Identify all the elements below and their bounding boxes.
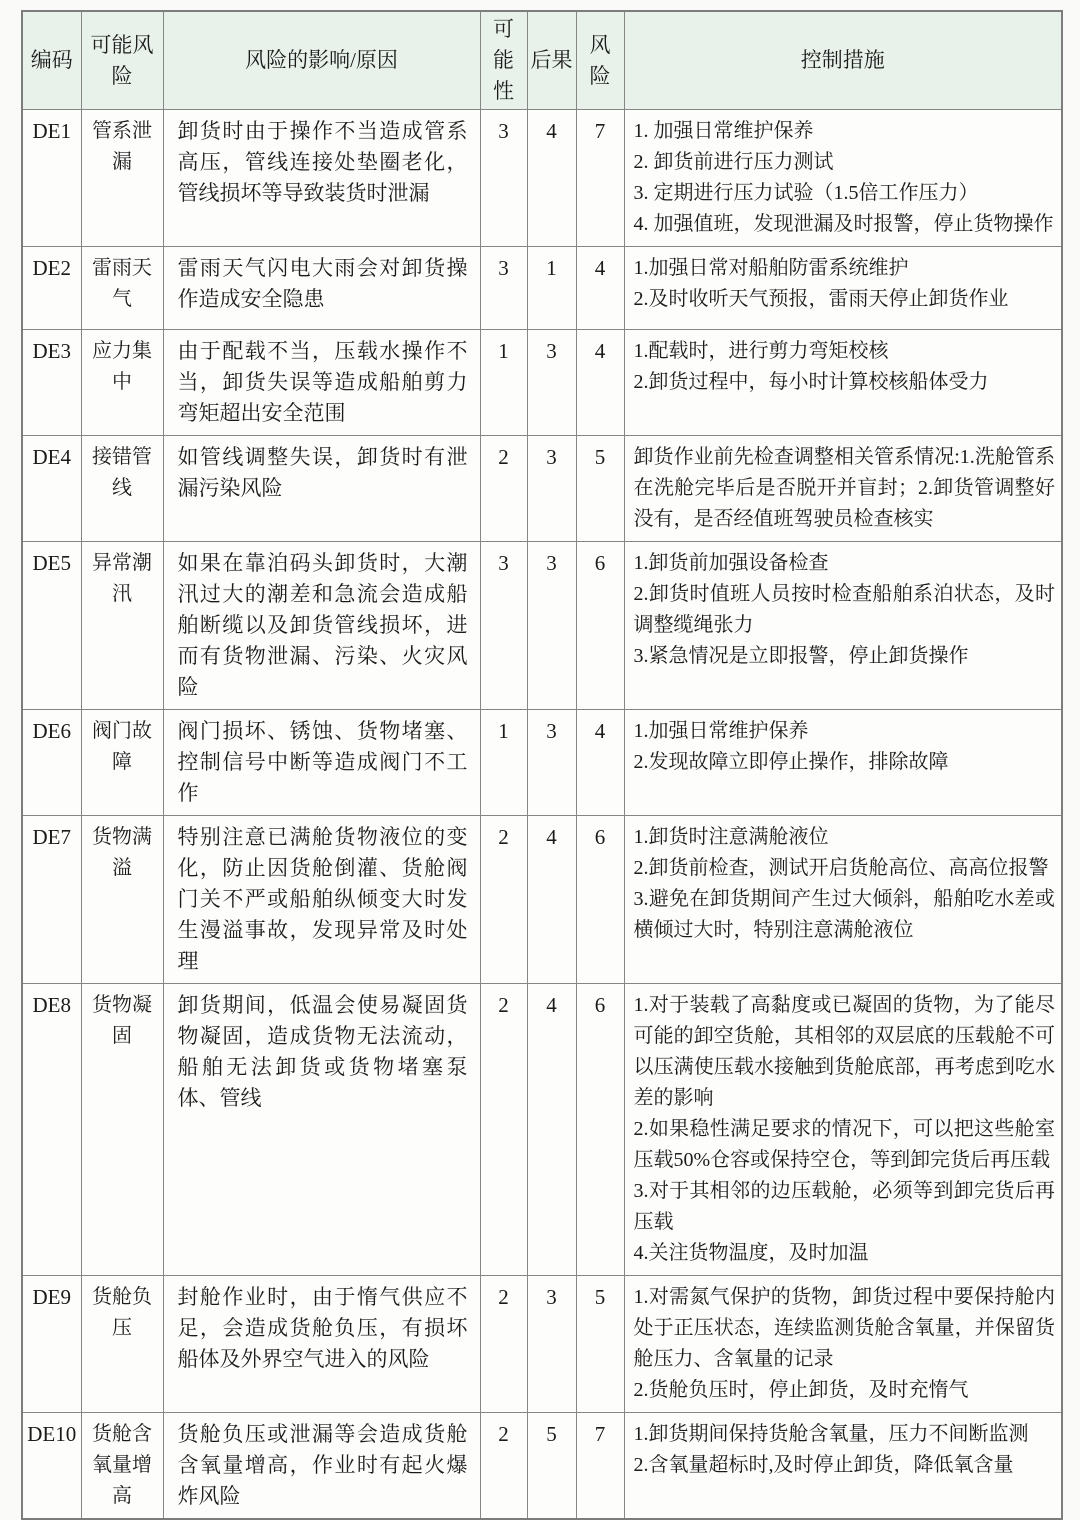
header-consequence: 后果 xyxy=(527,11,576,110)
table-row xyxy=(22,710,1062,816)
measure-item: 1.对于装载了高黏度或已凝固的货物，为了能尽可能的卸空货舱，其相邻的双层底的压载舱不可以压满使压载水接触到货舱底部，再考虑到吃水差的影响 xyxy=(633,994,1055,1109)
risk-name-cell: 雷雨天气 xyxy=(81,247,163,330)
impact-cell: 由于配载不当，压载水操作不当，卸货失误等造成船舶剪力弯矩超出安全范围 xyxy=(163,330,480,436)
risk-name-cell: 接错管线 xyxy=(81,436,163,542)
measures-cell xyxy=(624,984,1062,1276)
consequence-cell: 4 xyxy=(527,816,576,984)
risk-table xyxy=(21,10,1063,1520)
impact-cell: 特别注意已满舱货物液位的变化，防止因货舱倒灌、货舱阀门关不严或船舶纵倾变大时发生漫溢事故，发现异常及时处理 xyxy=(163,816,480,984)
header-possibility: 可能性 xyxy=(480,11,527,110)
measure-item: 2. 卸货前进行压力测试 xyxy=(633,151,834,173)
code-cell: DE2 xyxy=(22,247,81,330)
measures-cell xyxy=(624,110,1062,247)
measure-item: 4.关注货物温度，及时加温 xyxy=(633,1242,869,1264)
impact-cell: 卸货时由于操作不当造成管系高压，管线连接处垫圈老化，管线损坏等导致装货时泄漏 xyxy=(163,110,480,247)
measure-item: 4. 加强值班，发现泄漏及时报警，停止货物操作 xyxy=(633,213,1054,235)
measure-item: 2.及时收听天气预报，雷雨天停止卸货作业 xyxy=(633,288,1009,310)
consequence-cell: 3 xyxy=(527,1276,576,1413)
measure-item: 1.卸货期间保持货舱含氧量，压力不间断监测 xyxy=(633,1423,1029,1445)
risk-table-header xyxy=(22,11,1062,110)
code-cell: DE1 xyxy=(22,110,81,247)
measure-item: 1.配载时，进行剪力弯矩校核 xyxy=(633,340,889,362)
risk-level-cell: 6 xyxy=(576,816,624,984)
possibility-cell: 2 xyxy=(480,1276,527,1413)
measure-item: 2.含氧量超标时,及时停止卸货，降低氧含量 xyxy=(633,1454,1014,1476)
measures-cell xyxy=(624,1413,1062,1520)
possibility-cell: 2 xyxy=(480,1413,527,1520)
code-cell: DE7 xyxy=(22,816,81,984)
code-cell: DE3 xyxy=(22,330,81,436)
header-impact-cause: 风险的影响/原因 xyxy=(163,11,480,110)
consequence-cell: 3 xyxy=(527,330,576,436)
possibility-cell: 2 xyxy=(480,436,527,542)
risk-level-cell: 4 xyxy=(576,330,624,436)
risk-level-cell: 4 xyxy=(576,710,624,816)
risk-name-cell: 货物满溢 xyxy=(81,816,163,984)
possibility-cell: 1 xyxy=(480,710,527,816)
risk-name-cell: 应力集中 xyxy=(81,330,163,436)
measure-item: 3. 定期进行压力试验（1.5倍工作压力） xyxy=(633,182,979,204)
risk-level-cell: 7 xyxy=(576,110,624,247)
possibility-cell: 2 xyxy=(480,816,527,984)
possibility-cell: 3 xyxy=(480,247,527,330)
measure-item: 2.卸货前检查，测试开启货舱高位、高高位报警 xyxy=(633,857,1049,879)
risk-name-cell: 货舱负压 xyxy=(81,1276,163,1413)
table-row xyxy=(22,1276,1062,1413)
table-row xyxy=(22,816,1062,984)
measure-item: 3.紧急情况是立即报警，停止卸货操作 xyxy=(633,645,969,667)
code-cell: DE10 xyxy=(22,1413,81,1520)
consequence-cell: 4 xyxy=(527,110,576,247)
impact-cell: 如管线调整失误，卸货时有泄漏污染风险 xyxy=(163,436,480,542)
risk-name-cell: 异常潮汛 xyxy=(81,542,163,710)
table-row xyxy=(22,110,1062,247)
code-cell: DE9 xyxy=(22,1276,81,1413)
measure-item: 1.对需氮气保护的货物，卸货过程中要保持舱内处于正压状态，连续监测货舱含氧量，并保留货舱压力、含氧量的记录 xyxy=(633,1286,1055,1370)
possibility-cell: 3 xyxy=(480,542,527,710)
consequence-cell: 3 xyxy=(527,710,576,816)
risk-name-cell: 货物凝固 xyxy=(81,984,163,1276)
measures-cell xyxy=(624,436,1062,542)
table-row xyxy=(22,542,1062,710)
consequence-cell: 3 xyxy=(527,542,576,710)
table-row xyxy=(22,330,1062,436)
measure-item: 2.卸货过程中，每小时计算校核船体受力 xyxy=(633,371,989,393)
header-control-measures: 控制措施 xyxy=(624,11,1062,110)
risk-level-cell: 4 xyxy=(576,247,624,330)
risk-name-cell: 货舱含氧量增高 xyxy=(81,1413,163,1520)
table-row xyxy=(22,984,1062,1276)
measure-item: 卸货作业前先检查调整相关管系情况:1.洗舱管系在洗舱完毕后是否脱开并盲封；2.卸货管调整好没有，是否经值班驾驶员检查核实 xyxy=(633,446,1055,530)
impact-cell: 封舱作业时，由于惰气供应不足，会造成货舱负压，有损坏船体及外界空气进入的风险 xyxy=(163,1276,480,1413)
consequence-cell: 5 xyxy=(527,1413,576,1520)
consequence-cell: 4 xyxy=(527,984,576,1276)
measure-item: 2.货舱负压时，停止卸货，及时充惰气 xyxy=(633,1379,969,1401)
measure-item: 1.卸货前加强设备检查 xyxy=(633,552,829,574)
table-row xyxy=(22,247,1062,330)
header-possible-risk: 可能风险 xyxy=(81,11,163,110)
risk-table-body xyxy=(22,110,1062,1520)
impact-cell: 卸货期间，低温会使易凝固货物凝固，造成货物无法流动，船舶无法卸货或货物堵塞泵体、管线 xyxy=(163,984,480,1276)
risk-level-cell: 5 xyxy=(576,436,624,542)
measure-item: 3.避免在卸货期间产生过大倾斜，船舶吃水差或横倾过大时，特别注意满舱液位 xyxy=(633,888,1055,941)
header-code: 编码 xyxy=(22,11,81,110)
consequence-cell: 1 xyxy=(527,247,576,330)
risk-level-cell: 6 xyxy=(576,542,624,710)
measure-item: 2.卸货时值班人员按时检查船舶系泊状态，及时调整缆绳张力 xyxy=(633,583,1055,636)
code-cell: DE6 xyxy=(22,710,81,816)
measures-cell xyxy=(624,1276,1062,1413)
code-cell: DE8 xyxy=(22,984,81,1276)
code-cell: DE4 xyxy=(22,436,81,542)
measures-cell xyxy=(624,247,1062,330)
table-row xyxy=(22,1413,1062,1520)
header-risk: 风险 xyxy=(576,11,624,110)
risk-level-cell: 5 xyxy=(576,1276,624,1413)
measure-item: 2.如果稳性满足要求的情况下，可以把这些舱室压载50%仓容或保持空仓，等到卸完货后再压载 xyxy=(633,1118,1055,1171)
consequence-cell: 3 xyxy=(527,436,576,542)
risk-name-cell: 阀门故障 xyxy=(81,710,163,816)
measure-item: 1.加强日常维护保养 xyxy=(633,720,809,742)
measures-cell xyxy=(624,710,1062,816)
possibility-cell: 1 xyxy=(480,330,527,436)
impact-cell: 货舱负压或泄漏等会造成货舱含氧量增高，作业时有起火爆炸风险 xyxy=(163,1413,480,1520)
table-row xyxy=(22,436,1062,542)
measure-item: 2.发现故障立即停止操作，排除故障 xyxy=(633,751,949,773)
possibility-cell: 3 xyxy=(480,110,527,247)
code-cell: DE5 xyxy=(22,542,81,710)
impact-cell: 阀门损坏、锈蚀、货物堵塞、控制信号中断等造成阀门不工作 xyxy=(163,710,480,816)
risk-level-cell: 7 xyxy=(576,1413,624,1520)
measure-item: 1. 加强日常维护保养 xyxy=(633,120,814,142)
impact-cell: 雷雨天气闪电大雨会对卸货操作造成安全隐患 xyxy=(163,247,480,330)
header-row xyxy=(22,11,1062,110)
measures-cell xyxy=(624,330,1062,436)
risk-assessment-sheet xyxy=(21,10,1062,1520)
measure-item: 1.卸货时注意满舱液位 xyxy=(633,826,829,848)
risk-name-cell: 管系泄漏 xyxy=(81,110,163,247)
risk-level-cell: 6 xyxy=(576,984,624,1276)
possibility-cell: 2 xyxy=(480,984,527,1276)
measures-cell xyxy=(624,542,1062,710)
measure-item: 1.加强日常对船舶防雷系统维护 xyxy=(633,257,909,279)
measures-cell xyxy=(624,816,1062,984)
impact-cell: 如果在靠泊码头卸货时，大潮汛过大的潮差和急流会造成船舶断缆以及卸货管线损坏，进而有货物泄漏、污染、火灾风险 xyxy=(163,542,480,710)
measure-item: 3.对于其相邻的边压载舱，必须等到卸完货后再压载 xyxy=(633,1180,1055,1233)
